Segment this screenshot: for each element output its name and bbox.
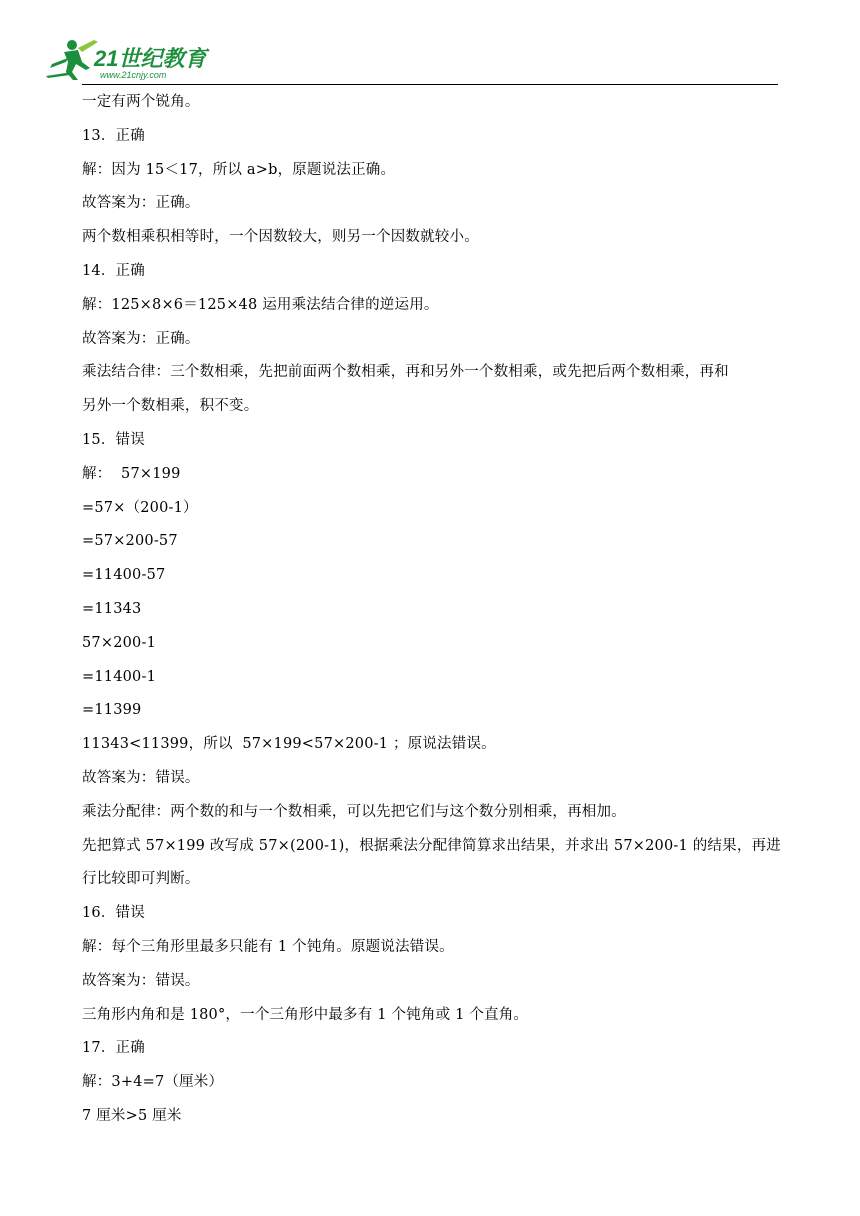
text-line: 解：125×8×6＝125×48 运用乘法结合律的逆运用。 [82, 296, 439, 313]
text-line: 故答案为：正确。 [82, 330, 200, 347]
logo-text: 21世纪教育 [94, 46, 207, 71]
text-line: 两个数相乘积相等时，一个因数较大，则另一个因数就较小。 [82, 229, 479, 246]
answer-heading-16: 16．错误 [82, 905, 145, 922]
answer-heading-14: 14．正确 [82, 262, 145, 279]
runner-icon [46, 40, 98, 80]
logo [42, 36, 242, 82]
text-line: 故答案为：错误。 [82, 972, 200, 989]
answer-heading-17: 17．正确 [82, 1040, 145, 1057]
text-line: =57×（200-1） [82, 499, 198, 516]
text-line: 行比较即可判断。 [82, 871, 200, 888]
text-line: =11399 [82, 702, 142, 719]
text-line: 解：3+4=7（厘米） [82, 1074, 224, 1091]
text-line: 一定有两个锐角。 [82, 94, 200, 110]
text-line: 另外一个数相乘，积不变。 [82, 398, 259, 415]
answer-heading-15: 15．错误 [82, 431, 145, 448]
answer-heading-13: 13．正确 [82, 127, 145, 144]
text-line: =11343 [82, 600, 142, 617]
header-rule [82, 84, 778, 85]
text-line: 57×200-1 [82, 634, 157, 651]
text-line: 故答案为：正确。 [82, 195, 200, 212]
text-line: 7 厘米>5 厘米 [82, 1107, 182, 1124]
text-line: 乘法结合律：三个数相乘，先把前面两个数相乘，再和另外一个数相乘，或先把后两个数相乘，再和 [82, 364, 729, 381]
text-line: 三角形内角和是 180°，一个三角形中最多有 1 个钝角或 1 个直角。 [82, 1006, 529, 1023]
text-line: 解：每个三角形里最多只能有 1 个钝角。原题说法错误。 [82, 938, 454, 955]
text-line: 先把算式 57×199 改写成 57×(200-1)，根据乘法分配律简算求出结果，并求出 57×200-1 的结果，再进 [82, 837, 781, 854]
text-line: =57×200-57 [82, 533, 178, 550]
page-header [0, 0, 860, 90]
document-body [82, 86, 781, 1134]
text-line: =11400-57 [82, 567, 166, 584]
text-line: =11400-1 [82, 668, 157, 685]
logo-subtext: www.21cnjy.com [100, 70, 167, 80]
text-line: 故答案为：错误。 [82, 769, 200, 786]
text-line: 解： 57×199 [82, 465, 181, 482]
text-line: 解：因为 15＜17，所以 a>b，原题说法正确。 [82, 161, 396, 178]
text-line: 11343<11399，所以 57×199<57×200-1 ；原说法错误。 [82, 736, 496, 753]
text-line: 乘法分配律：两个数的和与一个数相乘，可以先把它们与这个数分别相乘，再相加。 [82, 803, 626, 820]
